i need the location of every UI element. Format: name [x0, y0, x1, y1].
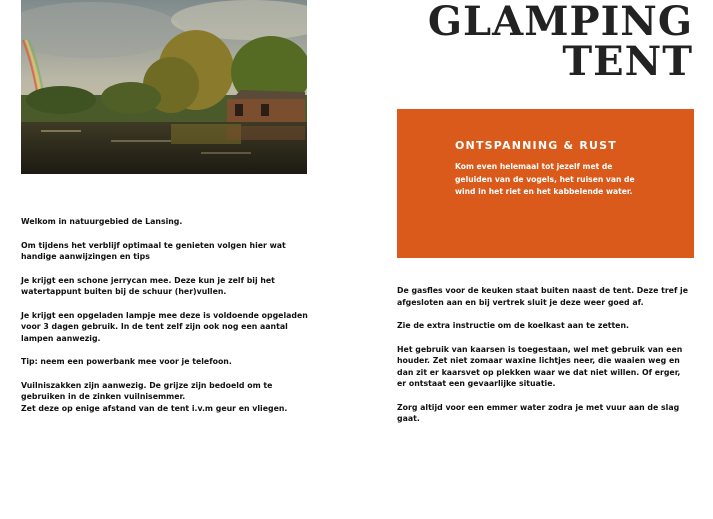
paragraph-water-bucket: Zorg altijd voor een emmer water zodra je met vuur aan de slag gaat.	[397, 402, 680, 423]
title-line-1: GLAMPING	[427, 0, 693, 45]
paragraph-candles: Het gebruik van kaarsen is toegestaan, wel met gebruik van een houder. Zet niet zomaar waxine lichtjes neer, die waaien weg en dan zit er kaarsvet op plekken waar we dat niet willen. Of erger, er ontstaat een gevaarlijke situatie.	[397, 344, 683, 388]
paragraph-intro: Om tijdens het verblijf optimaal te genieten volgen hier wat handige aanwijzingen en tips	[21, 240, 286, 261]
paragraph-gas-bottle: De gasfles voor de keuken staat buiten naast de tent. Deze tref je afgesloten aan en bij vertrek sluit je deze weer goed af.	[397, 286, 689, 307]
glamping-tent-photo	[21, 0, 307, 174]
paragraph-jerrycan: Je krijgt een schone jerrycan mee. Deze kun je zelf bij het watertappunt buiten bij de schuur (her)vullen.	[21, 275, 275, 296]
paragraph-lamp: Je krijgt een opgeladen lampje mee deze is voldoende opgeladen voor 3 dagen gebruik. In de tent zelf zijn ook nog een aantal lampen aanwezig.	[21, 310, 308, 343]
relaxation-panel	[397, 109, 694, 258]
page-title	[427, 0, 693, 85]
panel-body: Kom even helemaal tot jezelf met de geluiden van de vogels, het ruisen van de wind in het riet en het kabbelende water.	[455, 162, 635, 196]
paragraph-fridge: Zie de extra instructie om de koelkast aan te zetten.	[397, 321, 629, 330]
right-text-column	[397, 285, 692, 437]
paragraph-powerbank-tip: Tip: neem een powerbank mee voor je telefoon.	[21, 357, 232, 366]
panel-heading: ONTSPANNING & RUST	[455, 139, 617, 152]
left-text-column	[21, 216, 311, 426]
paragraph-garbage-bags: Vuilniszakken zijn aanwezig. De grijze zijn bedoeld om te gebruiken in de zinken vuilnisemmer. Zet deze op enige afstand van de tent i.v.m geur en vliegen.	[21, 380, 288, 413]
paragraph-welcome: Welkom in natuurgebied de Lansing.	[21, 217, 183, 226]
title-line-2: TENT	[562, 38, 693, 85]
